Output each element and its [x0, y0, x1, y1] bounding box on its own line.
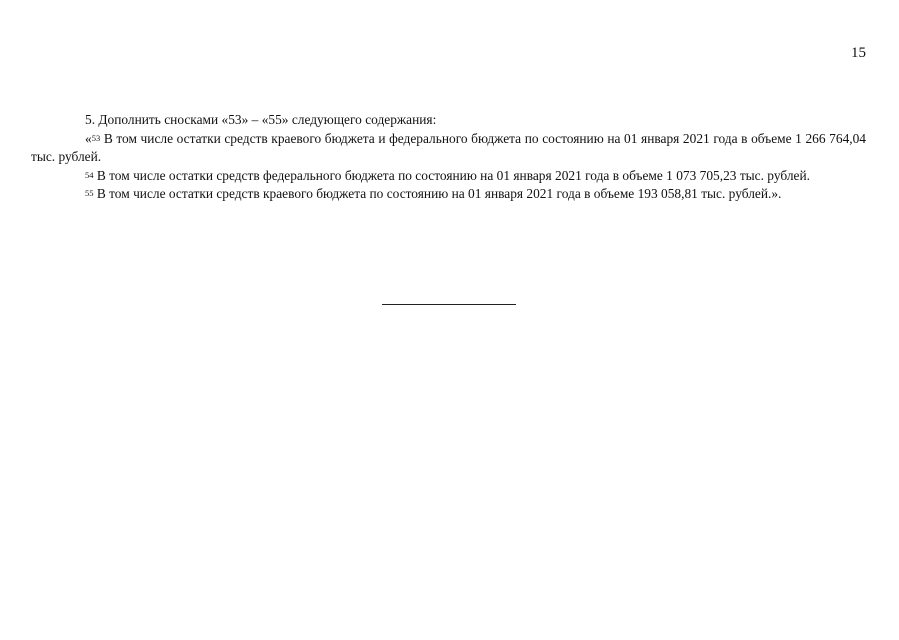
- footnote-text: В том числе остатки средств краевого бюджета по состоянию на 01 января 2021 года в объеме 193 058,81 тыс. рублей.».: [93, 186, 782, 201]
- closing-divider-line: [382, 304, 516, 305]
- footnote-text: В том числе остатки средств краевого бюджета и федерального бюджета по состоянию на 01 января 2021 года в объеме 1 266 764,04 тыс. рублей.: [31, 130, 866, 164]
- document-body: [31, 111, 866, 204]
- open-quote: «: [85, 130, 92, 146]
- amendment-heading: 5. Дополнить сносками «53» – «55» следующего содержания:: [85, 112, 437, 127]
- footnote-mark: 55: [85, 188, 94, 198]
- footnote-53: [31, 130, 866, 167]
- footnote-54: [31, 167, 866, 186]
- footnote-mark: 54: [85, 169, 94, 180]
- footnote-55: [31, 185, 866, 204]
- page-number: 15: [851, 45, 866, 61]
- footnote-text: В том числе остатки средств федерального бюджета по состоянию на 01 января 2021 года в объеме 1 073 705,23 тыс. рублей.: [93, 167, 810, 183]
- footnote-mark: 53: [91, 132, 101, 143]
